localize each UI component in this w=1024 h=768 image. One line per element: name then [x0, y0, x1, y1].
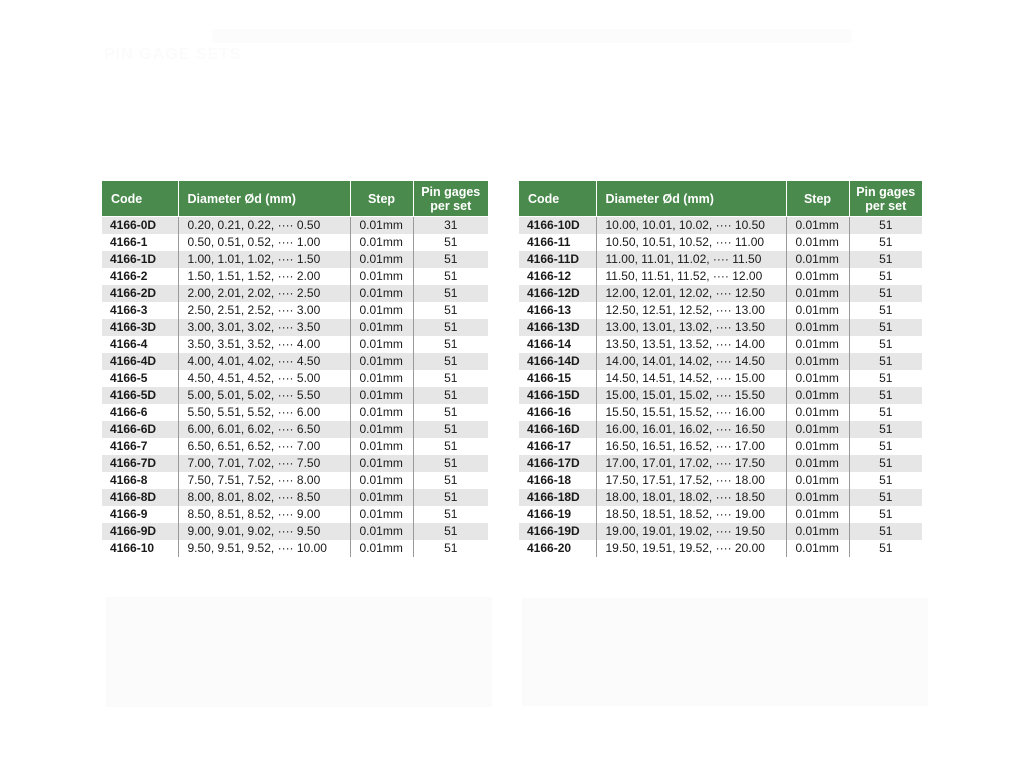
column-header-pins-per-set — [413, 181, 488, 217]
cell-pins-per-set: 51 — [849, 370, 922, 387]
cell-pins-per-set: 51 — [849, 353, 922, 370]
cell-code: 4166-16D — [519, 421, 596, 438]
cell-step: 0.01mm — [350, 506, 413, 523]
table-row — [102, 302, 488, 319]
cell-pins-per-set: 51 — [413, 302, 488, 319]
cell-pins-per-set: 51 — [413, 234, 488, 251]
cell-pins-per-set: 51 — [849, 540, 922, 557]
table-row — [519, 370, 922, 387]
cell-pins-per-set: 51 — [413, 523, 488, 540]
table-row — [102, 319, 488, 336]
cell-diameter: 9.50, 9.51, 9.52, ···· 10.00 — [178, 540, 350, 557]
cell-code: 4166-2 — [102, 268, 178, 285]
cell-diameter: 8.50, 8.51, 8.52, ···· 9.00 — [178, 506, 350, 523]
table-row — [102, 438, 488, 455]
cell-code: 4166-3 — [102, 302, 178, 319]
cell-step: 0.01mm — [786, 234, 849, 251]
cell-step: 0.01mm — [786, 387, 849, 404]
cell-code: 4166-17 — [519, 438, 596, 455]
cell-diameter: 18.00, 18.01, 18.02, ···· 18.50 — [596, 489, 786, 506]
table-row — [519, 387, 922, 404]
cell-diameter: 2.50, 2.51, 2.52, ···· 3.00 — [178, 302, 350, 319]
cell-step: 0.01mm — [786, 268, 849, 285]
table-row — [519, 319, 922, 336]
cell-code: 4166-0D — [102, 217, 178, 235]
cell-pins-per-set: 51 — [849, 285, 922, 302]
cell-diameter: 18.50, 18.51, 18.52, ···· 19.00 — [596, 506, 786, 523]
cell-pins-per-set: 51 — [413, 319, 488, 336]
cell-pins-per-set: 51 — [849, 387, 922, 404]
table-row — [519, 234, 922, 251]
cell-code: 4166-4 — [102, 336, 178, 353]
table-header-row — [102, 181, 488, 217]
cell-pins-per-set: 51 — [413, 540, 488, 557]
right-table-body — [519, 217, 922, 558]
cell-pins-per-set: 51 — [413, 404, 488, 421]
cell-code: 4166-14 — [519, 336, 596, 353]
cell-diameter: 1.50, 1.51, 1.52, ···· 2.00 — [178, 268, 350, 285]
table-header-row — [519, 181, 922, 217]
cell-code: 4166-3D — [102, 319, 178, 336]
table-row — [102, 370, 488, 387]
cell-code: 4166-16 — [519, 404, 596, 421]
cell-code: 4166-4D — [102, 353, 178, 370]
cell-pins-per-set: 51 — [849, 336, 922, 353]
cell-diameter: 9.00, 9.01, 9.02, ···· 9.50 — [178, 523, 350, 540]
cell-pins-per-set: 51 — [413, 251, 488, 268]
cell-step: 0.01mm — [786, 319, 849, 336]
table-row — [102, 404, 488, 421]
cell-diameter: 7.50, 7.51, 7.52, ···· 8.00 — [178, 472, 350, 489]
cell-pins-per-set: 51 — [849, 268, 922, 285]
cell-step: 0.01mm — [350, 319, 413, 336]
cell-step: 0.01mm — [350, 251, 413, 268]
cell-pins-per-set: 51 — [413, 387, 488, 404]
table-row — [519, 540, 922, 557]
faded-page-title: PIN GAGE SETS — [104, 46, 242, 63]
cell-step: 0.01mm — [786, 438, 849, 455]
cell-pins-per-set: 51 — [849, 217, 922, 235]
cell-diameter: 5.00, 5.01, 5.02, ···· 5.50 — [178, 387, 350, 404]
cell-code: 4166-6 — [102, 404, 178, 421]
pin-gage-table-left — [102, 181, 488, 557]
table-row — [519, 438, 922, 455]
cell-diameter: 14.50, 14.51, 14.52, ···· 15.00 — [596, 370, 786, 387]
table-row — [102, 268, 488, 285]
table-row — [102, 285, 488, 302]
left-table-body — [102, 217, 488, 558]
cell-step: 0.01mm — [350, 370, 413, 387]
table-row — [102, 421, 488, 438]
cell-pins-per-set: 51 — [849, 438, 922, 455]
table-row — [519, 302, 922, 319]
table-row — [519, 353, 922, 370]
cell-pins-per-set: 51 — [849, 319, 922, 336]
cell-code: 4166-8D — [102, 489, 178, 506]
cell-code: 4166-15D — [519, 387, 596, 404]
table-row — [519, 455, 922, 472]
cell-diameter: 17.00, 17.01, 17.02, ···· 17.50 — [596, 455, 786, 472]
cell-step: 0.01mm — [350, 285, 413, 302]
cell-step: 0.01mm — [350, 302, 413, 319]
cell-pins-per-set: 51 — [849, 421, 922, 438]
table-row — [102, 387, 488, 404]
cell-step: 0.01mm — [786, 217, 849, 235]
table-row — [519, 285, 922, 302]
cell-pins-per-set: 51 — [849, 506, 922, 523]
cell-pins-per-set: 51 — [413, 353, 488, 370]
column-header-code: Code — [519, 181, 596, 217]
cell-code: 4166-1 — [102, 234, 178, 251]
cell-step: 0.01mm — [786, 455, 849, 472]
pins-header-line1: Pin gages — [421, 184, 481, 199]
table-row — [102, 489, 488, 506]
cell-diameter: 19.00, 19.01, 19.02, ···· 19.50 — [596, 523, 786, 540]
cell-pins-per-set: 51 — [849, 234, 922, 251]
cell-pins-per-set: 51 — [413, 370, 488, 387]
cell-diameter: 14.00, 14.01, 14.02, ···· 14.50 — [596, 353, 786, 370]
cell-code: 4166-7D — [102, 455, 178, 472]
cell-code: 4166-10D — [519, 217, 596, 235]
cell-step: 0.01mm — [786, 489, 849, 506]
cell-pins-per-set: 51 — [413, 285, 488, 302]
cell-step: 0.01mm — [786, 506, 849, 523]
table-row — [102, 540, 488, 557]
cell-pins-per-set: 51 — [849, 472, 922, 489]
cell-step: 0.01mm — [786, 353, 849, 370]
cell-diameter: 8.00, 8.01, 8.02, ···· 8.50 — [178, 489, 350, 506]
faded-table-left — [106, 597, 492, 707]
cell-diameter: 10.50, 10.51, 10.52, ···· 11.00 — [596, 234, 786, 251]
cell-code: 4166-12 — [519, 268, 596, 285]
cell-pins-per-set: 51 — [849, 251, 922, 268]
cell-pins-per-set: 51 — [413, 336, 488, 353]
cell-pins-per-set: 51 — [413, 268, 488, 285]
cell-code: 4166-1D — [102, 251, 178, 268]
cell-step: 0.01mm — [786, 540, 849, 557]
cell-step: 0.01mm — [786, 421, 849, 438]
cell-step: 0.01mm — [350, 217, 413, 235]
cell-step: 0.01mm — [786, 472, 849, 489]
cell-code: 4166-11D — [519, 251, 596, 268]
cell-pins-per-set: 51 — [849, 523, 922, 540]
cell-step: 0.01mm — [350, 455, 413, 472]
cell-step: 0.01mm — [786, 523, 849, 540]
pins-header-line2: per set — [865, 198, 907, 213]
cell-step: 0.01mm — [350, 268, 413, 285]
column-header-diameter: Diameter Ød (mm) — [178, 181, 350, 217]
cell-diameter: 11.50, 11.51, 11.52, ···· 12.00 — [596, 268, 786, 285]
cell-diameter: 16.50, 16.51, 16.52, ···· 17.00 — [596, 438, 786, 455]
cell-step: 0.01mm — [786, 336, 849, 353]
table-row — [102, 251, 488, 268]
cell-diameter: 3.00, 3.01, 3.02, ···· 3.50 — [178, 319, 350, 336]
cell-code: 4166-17D — [519, 455, 596, 472]
cell-diameter: 0.20, 0.21, 0.22, ···· 0.50 — [178, 217, 350, 235]
cell-step: 0.01mm — [786, 251, 849, 268]
cell-pins-per-set: 51 — [413, 506, 488, 523]
table-row — [102, 523, 488, 540]
column-header-step: Step — [786, 181, 849, 217]
column-header-diameter: Diameter Ød (mm) — [596, 181, 786, 217]
cell-diameter: 13.50, 13.51, 13.52, ···· 14.00 — [596, 336, 786, 353]
table-row — [519, 523, 922, 540]
table-row — [519, 506, 922, 523]
cell-diameter: 2.00, 2.01, 2.02, ···· 2.50 — [178, 285, 350, 302]
cell-diameter: 12.50, 12.51, 12.52, ···· 13.00 — [596, 302, 786, 319]
cell-diameter: 10.00, 10.01, 10.02, ···· 10.50 — [596, 217, 786, 235]
cell-diameter: 4.00, 4.01, 4.02, ···· 4.50 — [178, 353, 350, 370]
cell-code: 4166-19D — [519, 523, 596, 540]
cell-diameter: 15.00, 15.01, 15.02, ···· 15.50 — [596, 387, 786, 404]
cell-pins-per-set: 51 — [413, 438, 488, 455]
cell-step: 0.01mm — [350, 404, 413, 421]
cell-diameter: 0.50, 0.51, 0.52, ···· 1.00 — [178, 234, 350, 251]
cell-step: 0.01mm — [350, 472, 413, 489]
cell-diameter: 16.00, 16.01, 16.02, ···· 16.50 — [596, 421, 786, 438]
cell-code: 4166-8 — [102, 472, 178, 489]
cell-diameter: 3.50, 3.51, 3.52, ···· 4.00 — [178, 336, 350, 353]
cell-diameter: 7.00, 7.01, 7.02, ···· 7.50 — [178, 455, 350, 472]
cell-pins-per-set: 51 — [413, 421, 488, 438]
cell-pins-per-set: 51 — [849, 302, 922, 319]
cell-code: 4166-9D — [102, 523, 178, 540]
table-row — [519, 251, 922, 268]
cell-code: 4166-13 — [519, 302, 596, 319]
cell-step: 0.01mm — [350, 234, 413, 251]
cell-code: 4166-11 — [519, 234, 596, 251]
table-row — [102, 353, 488, 370]
table-row — [102, 234, 488, 251]
cell-pins-per-set: 31 — [413, 217, 488, 235]
cell-step: 0.01mm — [350, 540, 413, 557]
table-row — [519, 336, 922, 353]
cell-code: 4166-10 — [102, 540, 178, 557]
cell-code: 4166-14D — [519, 353, 596, 370]
cell-code: 4166-13D — [519, 319, 596, 336]
cell-code: 4166-9 — [102, 506, 178, 523]
cell-diameter: 12.00, 12.01, 12.02, ···· 12.50 — [596, 285, 786, 302]
cell-step: 0.01mm — [786, 302, 849, 319]
cell-step: 0.01mm — [786, 285, 849, 302]
cell-code: 4166-20 — [519, 540, 596, 557]
cell-code: 4166-5 — [102, 370, 178, 387]
faded-header-band — [212, 29, 852, 43]
cell-code: 4166-6D — [102, 421, 178, 438]
table-row — [102, 455, 488, 472]
table-row — [519, 489, 922, 506]
pins-header-line2: per set — [430, 198, 472, 213]
table-row — [519, 421, 922, 438]
faded-table-right — [522, 598, 928, 706]
cell-diameter: 13.00, 13.01, 13.02, ···· 13.50 — [596, 319, 786, 336]
cell-pins-per-set: 51 — [413, 455, 488, 472]
cell-code: 4166-18D — [519, 489, 596, 506]
cell-step: 0.01mm — [350, 387, 413, 404]
table-row — [102, 472, 488, 489]
cell-step: 0.01mm — [350, 438, 413, 455]
pins-header-line1: Pin gages — [856, 184, 916, 199]
table-row — [519, 472, 922, 489]
table-row — [519, 404, 922, 421]
cell-pins-per-set: 51 — [413, 472, 488, 489]
cell-diameter: 17.50, 17.51, 17.52, ···· 18.00 — [596, 472, 786, 489]
cell-code: 4166-18 — [519, 472, 596, 489]
cell-code: 4166-5D — [102, 387, 178, 404]
pin-gage-table-right — [519, 181, 922, 557]
cell-code: 4166-15 — [519, 370, 596, 387]
cell-step: 0.01mm — [786, 404, 849, 421]
cell-step: 0.01mm — [350, 336, 413, 353]
cell-diameter: 11.00, 11.01, 11.02, ···· 11.50 — [596, 251, 786, 268]
cell-diameter: 6.00, 6.01, 6.02, ···· 6.50 — [178, 421, 350, 438]
table-row — [519, 268, 922, 285]
cell-diameter: 15.50, 15.51, 15.52, ···· 16.00 — [596, 404, 786, 421]
cell-step: 0.01mm — [786, 370, 849, 387]
table-row — [102, 217, 488, 235]
cell-code: 4166-12D — [519, 285, 596, 302]
cell-pins-per-set: 51 — [849, 489, 922, 506]
cell-diameter: 19.50, 19.51, 19.52, ···· 20.00 — [596, 540, 786, 557]
column-header-step: Step — [350, 181, 413, 217]
cell-step: 0.01mm — [350, 523, 413, 540]
table-row — [102, 336, 488, 353]
cell-diameter: 5.50, 5.51, 5.52, ···· 6.00 — [178, 404, 350, 421]
cell-diameter: 4.50, 4.51, 4.52, ···· 5.00 — [178, 370, 350, 387]
table-row — [519, 217, 922, 235]
cell-code: 4166-7 — [102, 438, 178, 455]
table-row — [102, 506, 488, 523]
cell-pins-per-set: 51 — [413, 489, 488, 506]
cell-diameter: 1.00, 1.01, 1.02, ···· 1.50 — [178, 251, 350, 268]
cell-pins-per-set: 51 — [849, 404, 922, 421]
cell-step: 0.01mm — [350, 489, 413, 506]
cell-code: 4166-19 — [519, 506, 596, 523]
cell-step: 0.01mm — [350, 421, 413, 438]
cell-pins-per-set: 51 — [849, 455, 922, 472]
column-header-code: Code — [102, 181, 178, 217]
column-header-pins-per-set — [849, 181, 922, 217]
cell-diameter: 6.50, 6.51, 6.52, ···· 7.00 — [178, 438, 350, 455]
cell-code: 4166-2D — [102, 285, 178, 302]
cell-step: 0.01mm — [350, 353, 413, 370]
